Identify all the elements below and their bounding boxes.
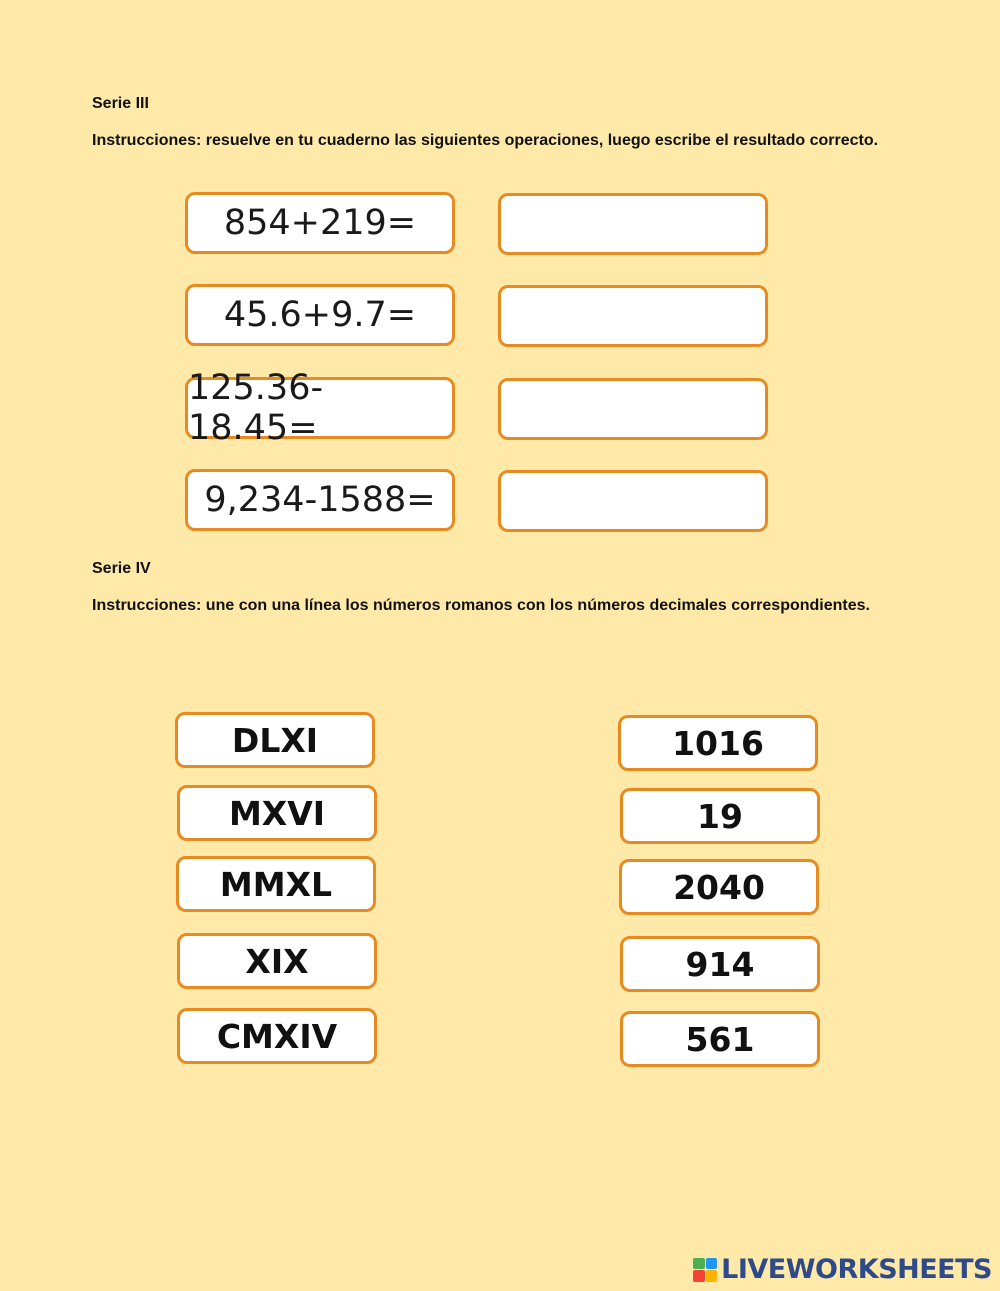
serie-3-instructions: Instrucciones: resuelve en tu cuaderno las siguientes operaciones, luego escribe el resultado correcto. <box>92 132 879 149</box>
answer-input-3[interactable] <box>498 378 768 440</box>
logo-square-2 <box>706 1258 718 1270</box>
roman-card-2[interactable]: MXVI <box>177 785 377 841</box>
serie-4-heading: Serie IV <box>92 560 151 577</box>
liveworksheets-logo-text: LIVEWORKSHEETS <box>721 1254 992 1285</box>
answer-input-2[interactable] <box>498 285 768 347</box>
decimal-card-4[interactable]: 914 <box>620 936 820 992</box>
logo-square-3 <box>693 1270 705 1282</box>
roman-card-5[interactable]: CMXIV <box>177 1008 377 1064</box>
operation-2: 45.6+9.7= <box>185 284 455 346</box>
answer-input-1[interactable] <box>498 193 768 255</box>
roman-card-4[interactable]: XIX <box>177 933 377 989</box>
decimal-card-2[interactable]: 19 <box>620 788 820 844</box>
operation-3: 125.36-18.45= <box>185 377 455 439</box>
logo-square-4 <box>706 1270 718 1282</box>
roman-card-1[interactable]: DLXI <box>175 712 375 768</box>
operation-4: 9,234-1588= <box>185 469 455 531</box>
operation-1: 854+219= <box>185 192 455 254</box>
liveworksheets-logo[interactable] <box>693 1254 992 1285</box>
decimal-card-3[interactable]: 2040 <box>619 859 819 915</box>
logo-square-1 <box>693 1258 705 1270</box>
roman-card-3[interactable]: MMXL <box>176 856 376 912</box>
liveworksheets-logo-icon <box>693 1258 717 1282</box>
decimal-card-1[interactable]: 1016 <box>618 715 818 771</box>
decimal-card-5[interactable]: 561 <box>620 1011 820 1067</box>
answer-input-4[interactable] <box>498 470 768 532</box>
serie-3-heading: Serie III <box>92 95 149 112</box>
serie-4-instructions: Instrucciones: une con una línea los números romanos con los números decimales correspondientes. <box>92 597 870 614</box>
